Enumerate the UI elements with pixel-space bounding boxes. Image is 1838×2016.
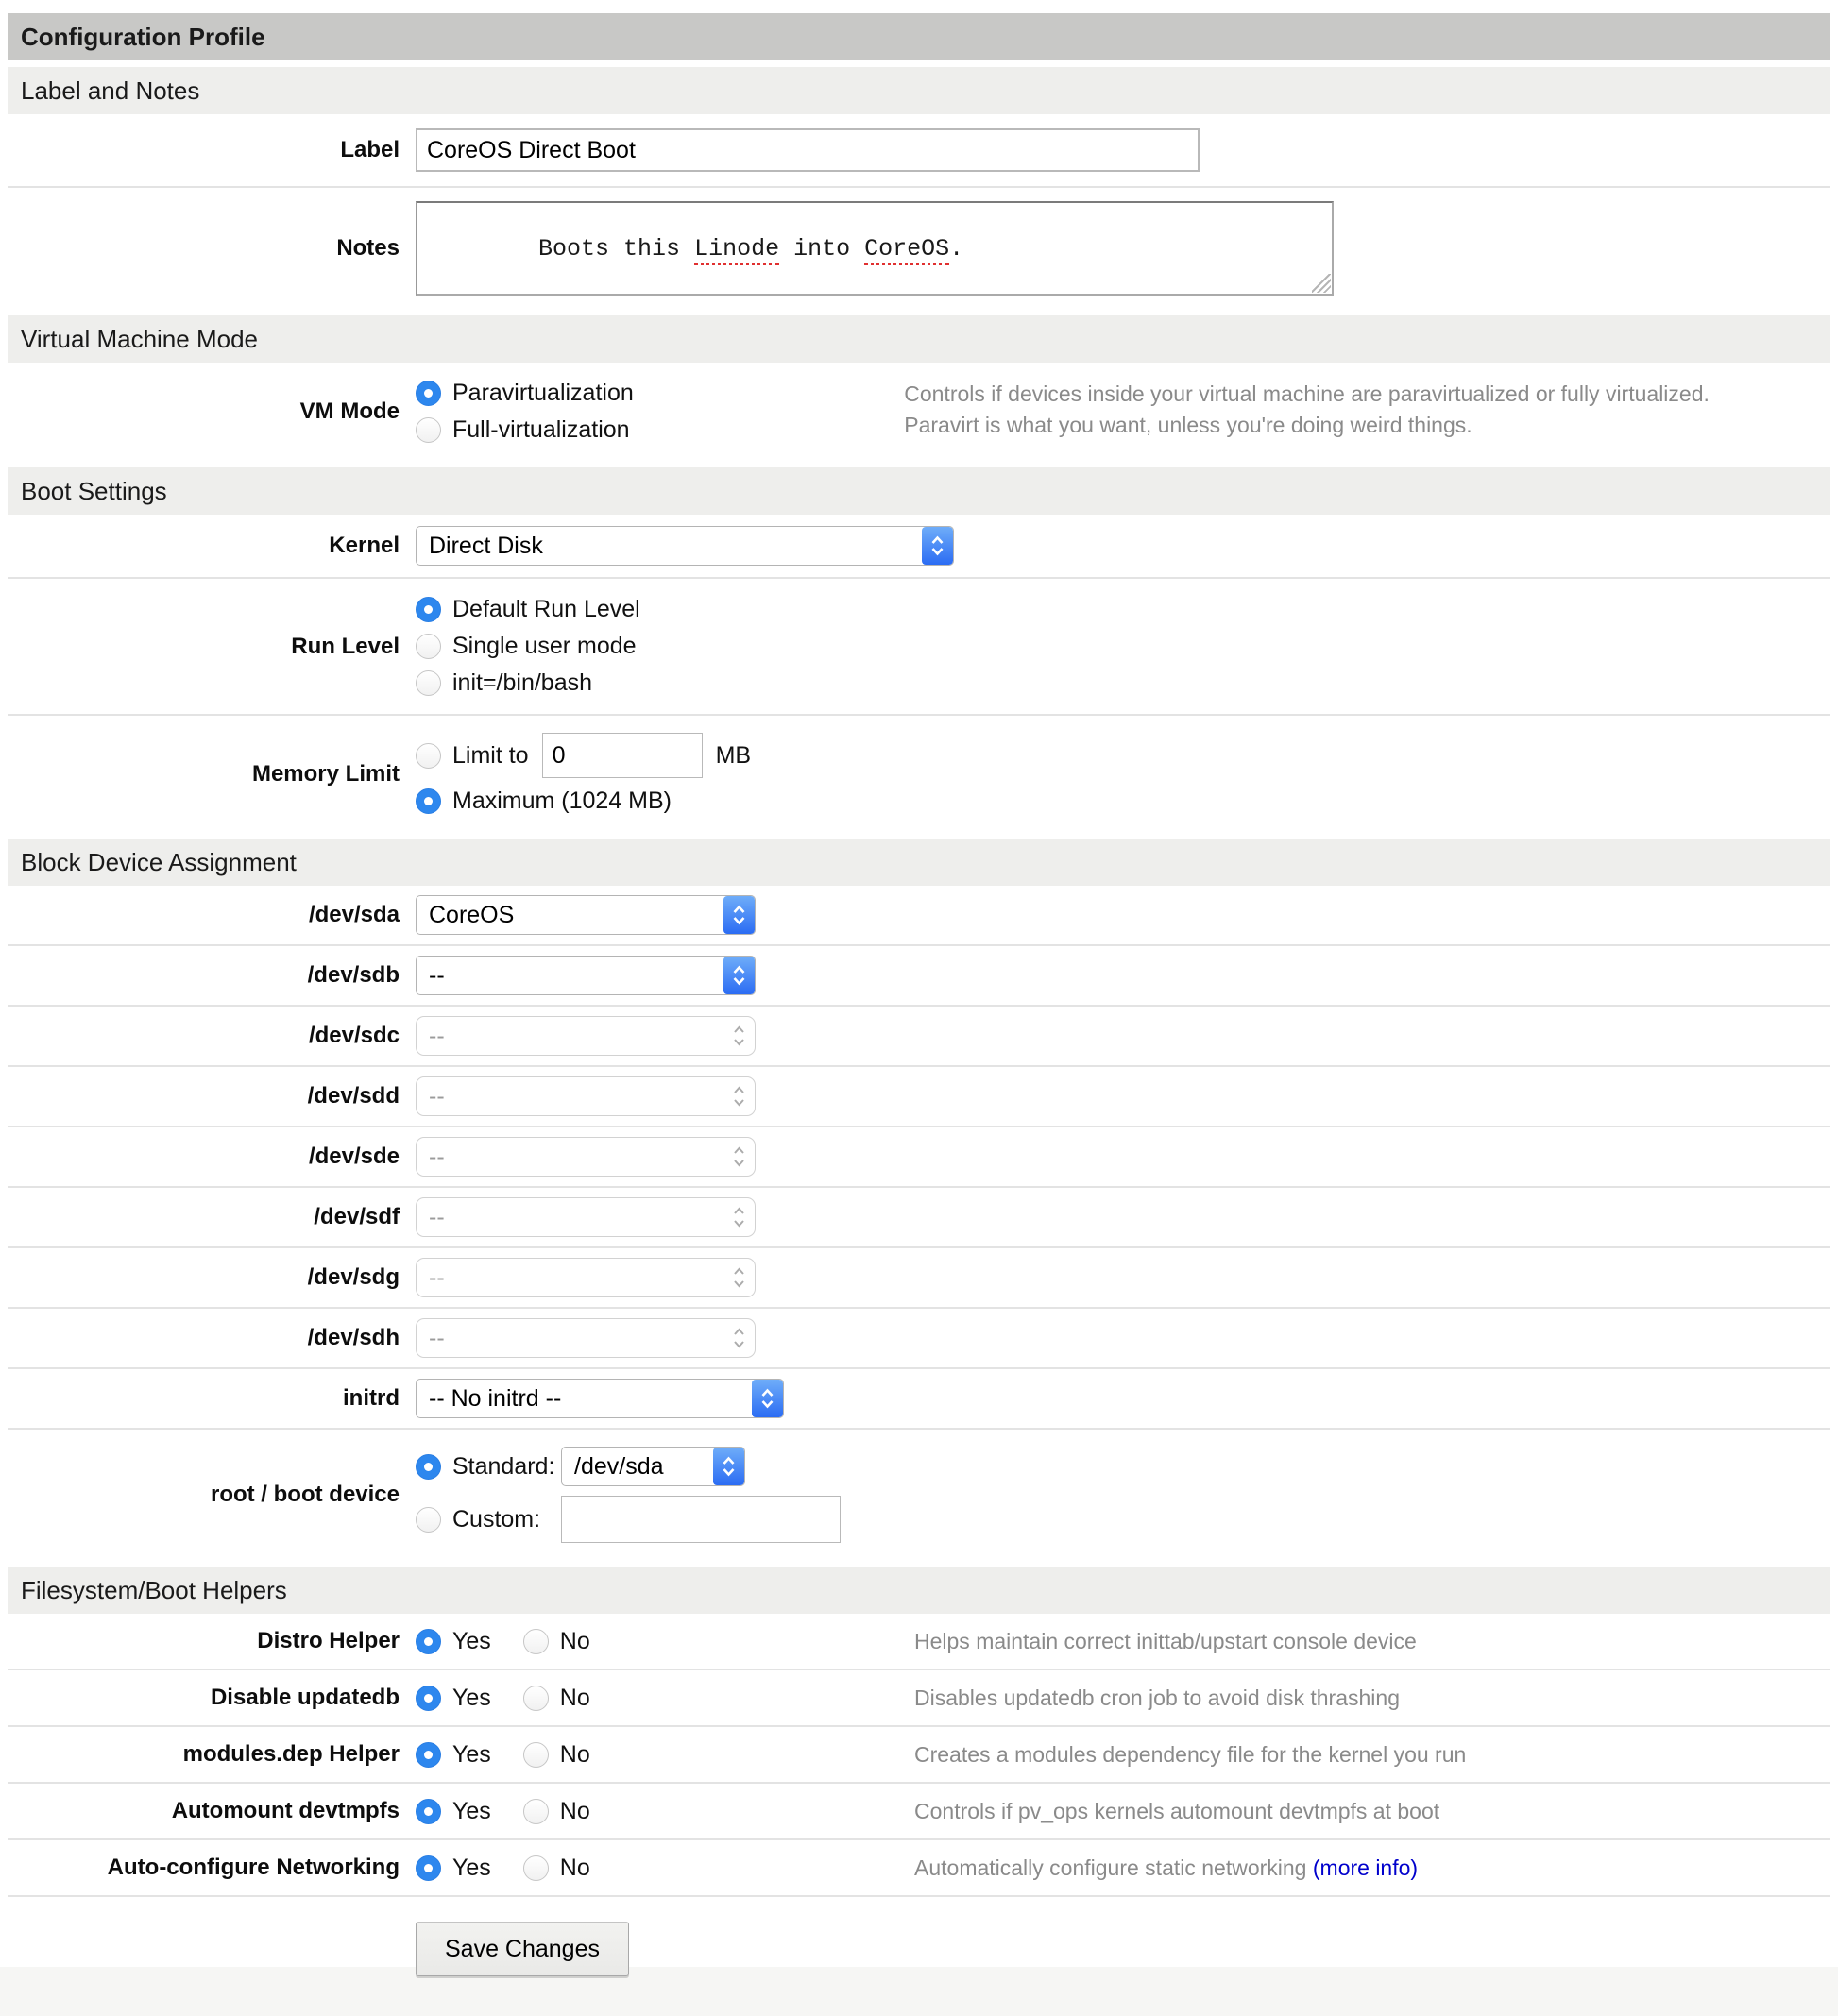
radio-icon	[416, 788, 441, 814]
modules-dep-yes-option[interactable]	[416, 1741, 491, 1769]
helper-label: modules.dep Helper	[182, 1741, 400, 1767]
run-level-row	[8, 577, 1830, 714]
helper-row-modules-dep	[8, 1725, 1830, 1782]
radio-icon	[416, 1742, 441, 1768]
radio-icon	[523, 1629, 549, 1654]
radio-icon	[523, 1799, 549, 1824]
radio-icon	[416, 1454, 441, 1480]
section-label-and-notes: Label and Notes	[8, 67, 1830, 114]
initrd-select[interactable]	[416, 1379, 784, 1418]
select-arrows-icon	[723, 1198, 755, 1236]
notes-text: Boots this	[538, 235, 695, 263]
helper-label: Disable updatedb	[210, 1685, 400, 1710]
device-sdb-select[interactable]	[416, 956, 756, 995]
save-changes-button[interactable]: Save Changes	[416, 1922, 629, 1976]
radio-icon	[416, 597, 441, 622]
helper-row-automount-devtmpfs	[8, 1782, 1830, 1838]
device-label: /dev/sde	[308, 1144, 400, 1169]
option-label: Yes	[452, 1797, 491, 1824]
select-value: --	[429, 1263, 445, 1291]
label-row	[8, 114, 1830, 186]
device-row-sdh	[8, 1307, 1830, 1367]
vm-mode-option-paravirtualization[interactable]	[416, 380, 904, 407]
select-value: -- No initrd --	[429, 1384, 562, 1412]
section-boot-settings: Boot Settings	[8, 467, 1830, 515]
option-label: Default Run Level	[452, 596, 640, 622]
run-level-option-single-user[interactable]	[416, 633, 640, 660]
root-device-option-standard[interactable]	[416, 1453, 561, 1481]
radio-icon	[523, 1742, 549, 1768]
notes-text: .	[949, 235, 964, 263]
helper-row-disable-updatedb	[8, 1669, 1830, 1725]
memory-unit-label: MB	[715, 741, 752, 769]
option-label: Maximum (1024 MB)	[452, 788, 672, 814]
option-label: Standard:	[452, 1452, 555, 1480]
select-value: CoreOS	[429, 901, 515, 928]
select-value: --	[429, 1324, 445, 1351]
radio-icon	[523, 1855, 549, 1881]
radio-icon	[416, 1799, 441, 1824]
option-label: Yes	[452, 1854, 491, 1881]
helper-label: Automount devtmpfs	[171, 1798, 400, 1823]
select-value: --	[429, 961, 445, 989]
radio-icon	[416, 1507, 441, 1533]
option-label: No	[559, 1740, 590, 1768]
option-label: No	[559, 1854, 590, 1881]
run-level-label: Run Level	[291, 633, 400, 659]
select-arrows-icon	[723, 1017, 755, 1055]
section-block-device-assignment: Block Device Assignment	[8, 839, 1830, 886]
memory-limit-option-limit-to[interactable]	[416, 733, 751, 778]
option-label: Custom:	[452, 1505, 541, 1533]
device-row-sda	[8, 886, 1830, 944]
device-row-sdd	[8, 1065, 1830, 1126]
device-sdd-select	[416, 1076, 756, 1116]
option-label: No	[559, 1797, 590, 1824]
device-sdf-select	[416, 1197, 756, 1237]
distro-helper-no-option[interactable]	[523, 1628, 590, 1655]
save-area	[8, 1901, 1830, 2016]
option-label: init=/bin/bash	[452, 669, 593, 696]
radio-icon	[416, 1686, 441, 1711]
label-input[interactable]	[416, 128, 1200, 172]
notes-row	[8, 186, 1830, 309]
auto-configure-networking-yes-option[interactable]	[416, 1855, 491, 1882]
option-label: Full-virtualization	[452, 416, 630, 443]
select-arrows-icon	[723, 1319, 755, 1357]
select-arrows-icon	[723, 1259, 755, 1296]
root-device-custom-input[interactable]	[561, 1496, 841, 1543]
device-label: /dev/sdg	[307, 1264, 400, 1290]
memory-limit-option-maximum[interactable]	[416, 788, 751, 815]
memory-limit-input[interactable]	[542, 733, 703, 778]
device-sdc-select	[416, 1016, 756, 1056]
device-row-sdc	[8, 1005, 1830, 1065]
device-label: /dev/sdd	[307, 1083, 400, 1109]
select-value: /dev/sda	[574, 1452, 664, 1480]
vm-mode-help-text	[904, 375, 1830, 441]
notes-text-misspelled: CoreOS	[864, 235, 949, 265]
device-row-sdb	[8, 944, 1830, 1005]
initrd-row	[8, 1367, 1830, 1428]
helper-row-auto-configure-networking	[8, 1838, 1830, 1895]
option-label: No	[559, 1684, 590, 1711]
radio-icon	[416, 1629, 441, 1654]
select-arrows-icon	[723, 896, 755, 934]
notes-text: into	[779, 235, 865, 263]
memory-limit-label: Memory Limit	[251, 760, 400, 787]
help-line: Controls if devices inside your virtual machine are paravirtualized or fully virtualized.	[904, 381, 1710, 406]
helper-row-distro-helper	[8, 1614, 1830, 1669]
option-label: Limit to	[452, 741, 529, 769]
select-value: --	[429, 1143, 445, 1170]
help-line: Automatically configure static networking	[914, 1855, 1307, 1880]
radio-icon	[416, 743, 441, 769]
kernel-select[interactable]	[416, 526, 954, 566]
select-arrows-icon	[922, 527, 953, 565]
device-row-sdf	[8, 1186, 1830, 1246]
automount-devtmpfs-yes-option[interactable]	[416, 1798, 491, 1825]
select-arrows-icon	[723, 1077, 755, 1115]
select-value: Direct Disk	[429, 532, 543, 559]
device-row-sde	[8, 1126, 1830, 1186]
device-label: /dev/sdb	[307, 962, 400, 988]
resize-grip-icon[interactable]	[1312, 274, 1331, 293]
run-level-option-default[interactable]	[416, 596, 640, 623]
option-label: Yes	[452, 1684, 491, 1711]
disable-updatedb-no-option[interactable]	[523, 1685, 590, 1712]
device-label: /dev/sdh	[307, 1325, 400, 1350]
radio-icon	[416, 1855, 441, 1881]
memory-limit-row	[8, 714, 1830, 832]
label-field-label: Label	[340, 137, 400, 162]
root-boot-device-row	[8, 1428, 1830, 1560]
root-device-option-custom[interactable]	[416, 1506, 561, 1533]
page-title: Configuration Profile	[8, 13, 1830, 60]
helper-help-text: Creates a modules dependency file for the kernel you run	[914, 1741, 1467, 1767]
automount-devtmpfs-no-option[interactable]	[523, 1798, 590, 1825]
helper-help-text: Helps maintain correct inittab/upstart console device	[914, 1628, 1417, 1653]
radio-icon	[416, 670, 441, 696]
vm-mode-option-full-virtualization[interactable]	[416, 416, 904, 444]
device-label: /dev/sdc	[308, 1023, 400, 1048]
radio-icon	[416, 634, 441, 659]
radio-icon	[416, 381, 441, 406]
notes-textarea[interactable]	[416, 201, 1334, 296]
helper-label: Distro Helper	[257, 1628, 400, 1653]
root-boot-device-label: root / boot device	[210, 1482, 400, 1507]
option-label: Yes	[452, 1627, 491, 1654]
select-arrows-icon	[713, 1448, 744, 1485]
device-row-sdg	[8, 1246, 1830, 1307]
bottom-strip	[0, 1967, 1838, 2016]
kernel-label: Kernel	[329, 533, 400, 558]
notes-text-misspelled: Linode	[694, 235, 779, 265]
helpers-bottom-separator	[8, 1895, 1830, 1897]
helper-help-text: Controls if pv_ops kernels automount devtmpfs at boot	[914, 1798, 1440, 1823]
run-level-option-init-bash[interactable]	[416, 669, 640, 697]
more-info-link[interactable]: (more info)	[1312, 1855, 1419, 1880]
select-arrows-icon	[723, 957, 755, 994]
select-value: --	[429, 1082, 445, 1110]
helper-help-text	[914, 1853, 1418, 1884]
radio-icon	[416, 417, 441, 443]
helper-help-text: Disables updatedb cron job to avoid disk thrashing	[914, 1685, 1400, 1710]
notes-field-label: Notes	[336, 235, 400, 261]
section-filesystem-boot-helpers: Filesystem/Boot Helpers	[8, 1567, 1830, 1614]
initrd-label: initrd	[343, 1385, 400, 1411]
device-sdh-select	[416, 1318, 756, 1358]
select-value: --	[429, 1022, 445, 1049]
vm-mode-row	[8, 363, 1830, 461]
option-label: No	[559, 1627, 590, 1654]
select-value: --	[429, 1203, 445, 1230]
option-label: Single user mode	[452, 633, 637, 659]
root-device-standard-select[interactable]	[561, 1447, 745, 1486]
disable-updatedb-yes-option[interactable]	[416, 1685, 491, 1712]
modules-dep-no-option[interactable]	[523, 1741, 590, 1769]
device-sde-select	[416, 1137, 756, 1177]
radio-icon	[523, 1686, 549, 1711]
device-sda-select[interactable]	[416, 895, 756, 935]
option-label: Paravirtualization	[452, 380, 634, 406]
section-virtual-machine-mode: Virtual Machine Mode	[8, 315, 1830, 363]
select-arrows-icon	[723, 1138, 755, 1176]
auto-configure-networking-no-option[interactable]	[523, 1855, 590, 1882]
device-label: /dev/sdf	[314, 1204, 400, 1229]
distro-helper-yes-option[interactable]	[416, 1628, 491, 1655]
vm-mode-label: VM Mode	[299, 398, 400, 424]
select-arrows-icon	[752, 1380, 783, 1417]
help-line: Paravirt is what you want, unless you're doing weird things.	[904, 413, 1472, 437]
device-label: /dev/sda	[308, 902, 400, 927]
kernel-row	[8, 515, 1830, 577]
device-sdg-select	[416, 1258, 756, 1297]
option-label: Yes	[452, 1740, 491, 1768]
helper-label: Auto-configure Networking	[107, 1855, 400, 1880]
